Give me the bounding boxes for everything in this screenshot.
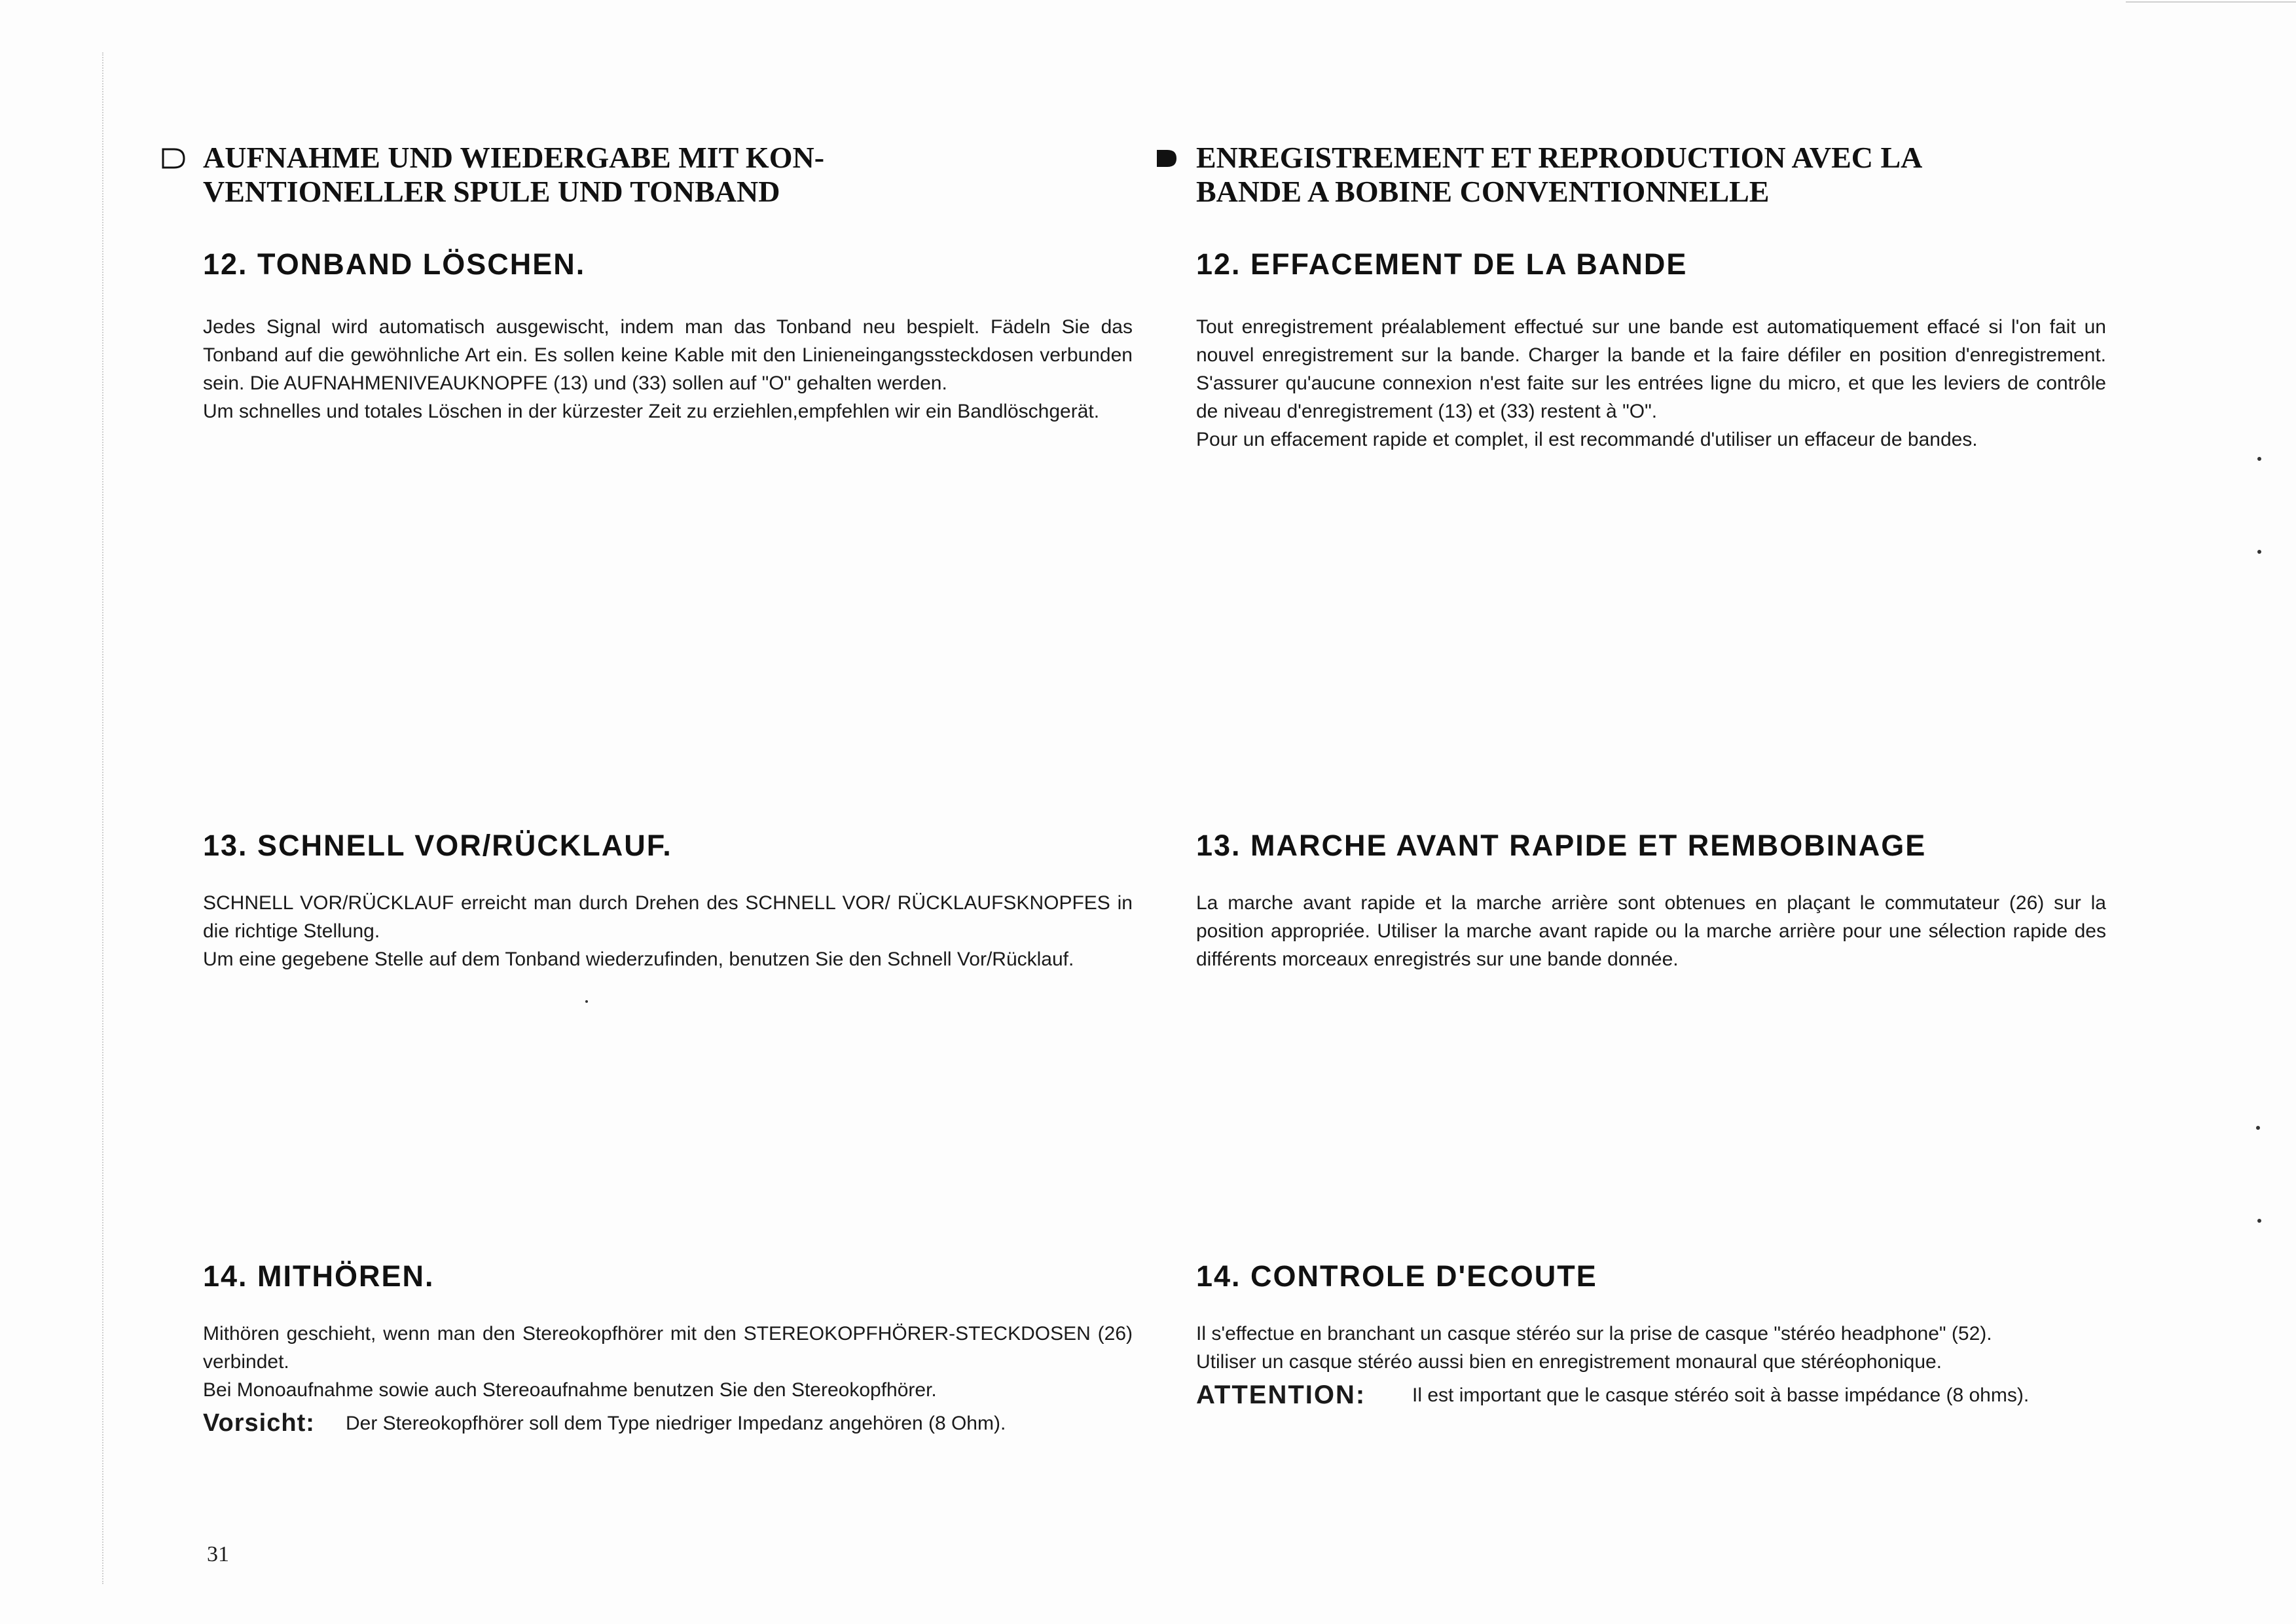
german-section-12-body xyxy=(203,313,1133,425)
german-section-13-body xyxy=(203,889,1133,973)
paragraph: La marche avant rapide et la marche arrière sont obtenues en plaçant le commutateur (26) sur la position appropriée. Utiliser la marche avant rapide ou la marche arrière pour une sélection rapide des différents morceaux enregistrés sur une bande donnée. xyxy=(1196,892,2106,970)
warning-text: Il est important que le casque stéréo soit à basse impédance (8 ohms). xyxy=(1412,1384,2030,1406)
german-section-12-title: 12. TONBAND LÖSCHEN. xyxy=(203,247,586,281)
page-number: 31 xyxy=(207,1542,229,1566)
paragraph: Um schnelles und totales Löschen in der kürzester Zeit zu erziehlen,empfehlen wir ein Bandlöschgerät. xyxy=(203,401,1100,422)
french-section-14-title: 14. CONTROLE D'ECOUTE xyxy=(1196,1259,1597,1293)
french-section-14 xyxy=(1196,1259,2106,1409)
german-section-14-title: 14. MITHÖREN. xyxy=(203,1259,435,1293)
scan-speck xyxy=(2257,550,2261,554)
french-warning xyxy=(1196,1381,2106,1409)
scan-speck xyxy=(2257,457,2261,461)
french-section-12-body xyxy=(1196,313,2106,454)
paragraph: Il s'effectue en branchant un casque stéréo sur la prise de casque "stéréo headphone" (52). xyxy=(1196,1323,1992,1344)
french-section-13-title: 13. MARCHE AVANT RAPIDE ET REMBOBINAGE xyxy=(1196,829,1927,862)
paragraph: Bei Monoaufnahme sowie auch Stereoaufnahme benutzen Sie den Stereokopfhörer. xyxy=(203,1379,937,1401)
german-section-14 xyxy=(203,1259,1133,1437)
french-section-13-body xyxy=(1196,889,2106,973)
french-language-icon xyxy=(1156,149,1178,168)
scan-speck xyxy=(585,1000,588,1003)
paragraph: Mithören geschieht, wenn man den Stereokopfhörer mit den STEREOKOPFHÖRER-STECKDOSEN (26) verbindet. xyxy=(203,1323,1133,1373)
paragraph: SCHNELL VOR/RÜCKLAUF erreicht man durch Drehen des SCHNELL VOR/ RÜCKLAUFSKNOPFES in die richtige Stellung. xyxy=(203,892,1133,942)
paragraph: Utiliser un casque stéréo aussi bien en enregistrement monaural que stéréophonique. xyxy=(1196,1351,1942,1373)
german-column xyxy=(162,0,1138,1624)
warning-text: Der Stereokopfhörer soll dem Type niedriger Impedanz angehören (8 Ohm). xyxy=(346,1413,1006,1434)
french-column xyxy=(1156,0,2124,1624)
german-section-13-title: 13. SCHNELL VOR/RÜCKLAUF. xyxy=(203,829,672,862)
binding-edge xyxy=(102,52,103,1584)
french-part-title: ENREGISTREMENT ET REPRODUCTION AVEC LA BANDE A BOBINE CONVENTIONNELLE xyxy=(1196,141,1921,208)
paragraph: Um eine gegebene Stelle auf dem Tonband wiederzufinden, benutzen Sie den Schnell Vor/Rücklauf. xyxy=(203,948,1074,970)
warning-label: Vorsicht: xyxy=(203,1409,315,1437)
french-section-14-body xyxy=(1196,1320,2106,1409)
german-section-14-body xyxy=(203,1320,1133,1437)
scan-speck xyxy=(2257,1219,2261,1223)
french-section-13 xyxy=(1196,829,2106,973)
german-section-13 xyxy=(203,829,1133,973)
top-edge-line xyxy=(2126,1,2296,3)
paragraph: Tout enregistrement préalablement effectué sur une bande est automatiquement effacé si l'on fait un nouvel enregistrement sur la bande. Charger la bande et la faire défiler en position d'enregistrement. S'assurer qu'aucune connexion n'est faite sur les entrées ligne du micro, et que les leviers de contrôle de niveau d'enregistrement (13) et (33) restent à "O". xyxy=(1196,316,2106,422)
german-language-icon xyxy=(161,147,186,170)
french-section-12 xyxy=(1196,247,2106,454)
german-section-12 xyxy=(203,247,1133,425)
warning-label: ATTENTION: xyxy=(1196,1380,1366,1409)
paragraph: Jedes Signal wird automatisch ausgewischt, indem man das Tonband neu bespielt. Fädeln Sie das Tonband auf die gewöhnliche Art ein. Es sollen keine Kable mit den Linieneingangssteckdosen verbunden sein. Die AUFNAHMENIVEAUKNOPFE (13) und (33) sollen auf "O" gehalten werden. xyxy=(203,316,1133,394)
scan-speck xyxy=(2256,1126,2260,1130)
paragraph: Pour un effacement rapide et complet, il est recommandé d'utiliser un effaceur de bandes. xyxy=(1196,429,1978,450)
french-section-12-title: 12. EFFACEMENT DE LA BANDE xyxy=(1196,247,1688,281)
german-warning xyxy=(203,1409,1133,1437)
german-part-title: AUFNAHME UND WIEDERGABE MIT KON- VENTIONELLER SPULE UND TONBAND xyxy=(203,141,825,208)
